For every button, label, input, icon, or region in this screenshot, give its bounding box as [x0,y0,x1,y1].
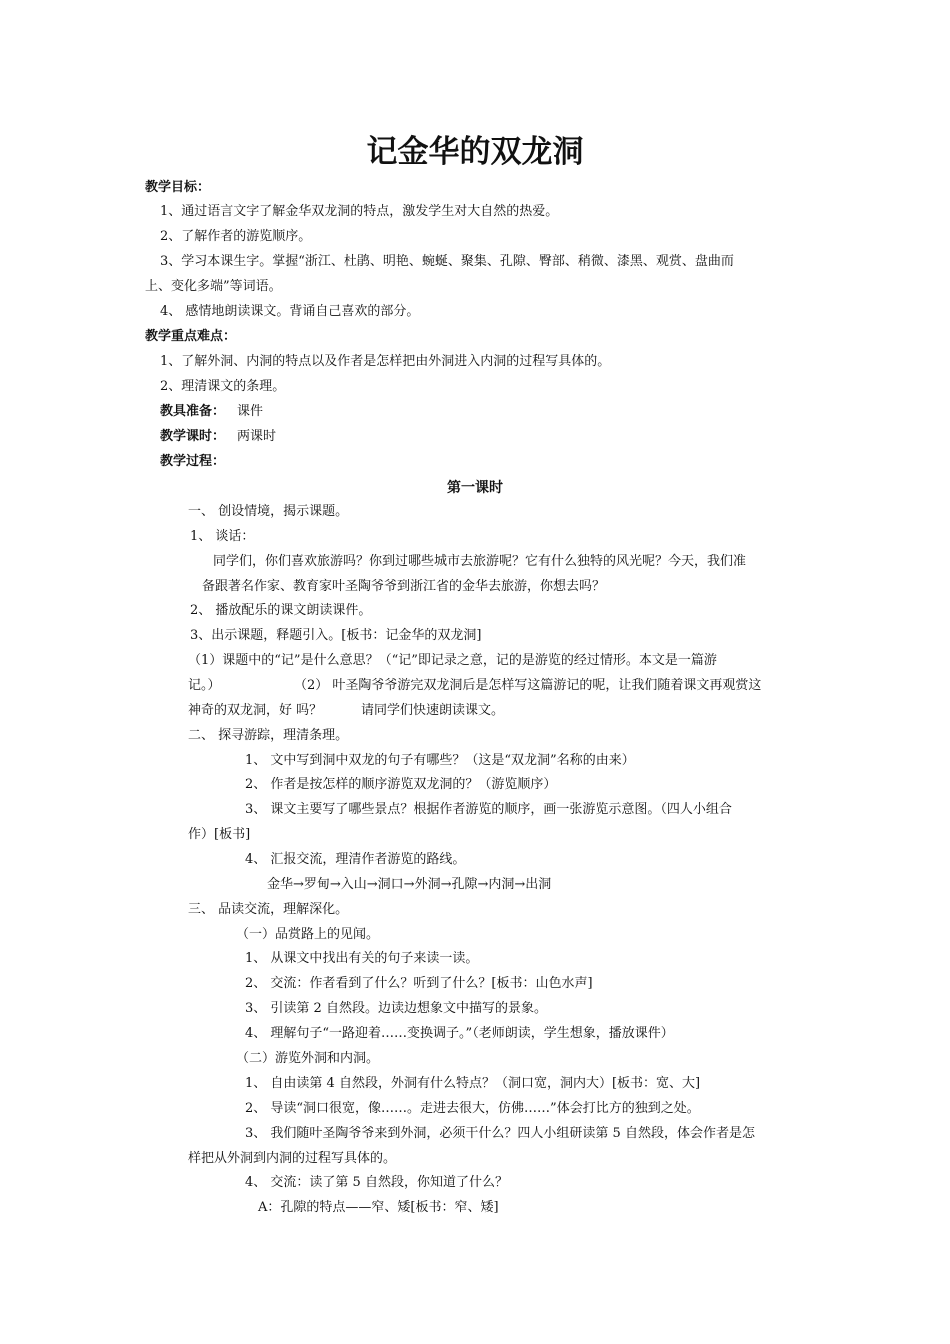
objective-item: 3、学习本课生字。掌握“浙江、杜鹃、明艳、蜿蜒、聚集、孔隙、臀部、稍微、漆黑、观赏、盘曲而 [160,254,734,269]
objective-item: 4、 感情地朗读课文。背诵自己喜欢的部分。 [160,304,420,319]
talk-text: 同学们，你们喜欢旅游吗？你到过哪些城市去旅游呢？它有什么独特的风光呢？今天，我们准 [213,554,747,569]
list-item-continued: 作）[板书] [188,827,251,842]
process-label: 教学过程： [160,454,226,469]
paragraph-text: （1）课题中的“记”是什么意思？（“记”即记录之意，记的是游览的经过情形。本文是一篇游 [188,653,717,668]
hours-label: 教学课时： [160,429,226,444]
answer-text: A：孔隙的特点——窄、矮[板书：窄、矮] [258,1200,499,1215]
list-item: 4、 交流：读了第 5 自然段，你知道了什么？ [245,1175,508,1190]
paragraph-text: 神奇的双龙洞，好 吗？ [188,703,323,718]
section-title: 一、 创设情境，揭示课题。 [188,504,349,519]
hours-value: 两课时 [237,429,277,444]
objective-item-continued: 上、变化多端”等词语。 [145,279,282,294]
list-item: 4、 汇报交流，理清作者游览的路线。 [245,852,466,867]
list-item-continued: 样把从外洞到内洞的过程写具体的。 [188,1151,397,1166]
paragraph-text: （2） 叶圣陶爷爷游完双龙洞后是怎样写这篇游记的呢，让我们随着课文再观赏这 [294,678,762,693]
lesson-heading: 第一课时 [447,480,503,496]
route-text: 金华→罗甸→入山→洞口→外洞→孔隙→内洞→出洞 [267,877,552,892]
key-point-item: 2、理清课文的条理。 [160,379,286,394]
list-item: 4、 理解句子“一路迎着……变换调子。”（老师朗读，学生想象，播放课件） [245,1026,674,1041]
list-item: 1、 从课文中找出有关的句子来读一读。 [245,951,479,966]
prep-row [160,403,263,421]
hours-row [160,428,276,446]
key-points-heading: 教学重点难点： [145,329,237,344]
subsection-title: （二）游览外洞和内洞。 [236,1051,380,1066]
list-item: 3、 课文主要写了哪些景点？根据作者游览的顺序，画一张游览示意图。（四人小组合 [245,802,732,817]
document-title: 记金华的双龙洞 [366,134,584,170]
list-item: 2、 导读“洞口很宽，像……。走进去很大，仿佛……”体会打比方的独到之处。 [245,1101,700,1116]
list-item: 3、 我们随叶圣陶爷爷来到外洞，必须干什么？四人小组研读第 5 自然段，体会作者是怎 [245,1126,755,1141]
list-item: 3、出示课题，释题引入。[板书：记金华的双龙洞] [190,628,482,643]
list-item: 1、 自由读第 4 自然段，外洞有什么特点？（洞口宽，洞内大）[板书：宽、大] [245,1076,701,1091]
objective-item: 1、通过语言文字了解金华双龙洞的特点，激发学生对大自然的热爱。 [160,204,559,219]
prep-label: 教具准备： [160,404,226,419]
objectives-heading: 教学目标： [145,180,211,195]
prep-value: 课件 [237,404,264,419]
objective-item: 2、了解作者的游览顺序。 [160,229,312,244]
list-item: 1、 文中写到洞中双龙的句子有哪些？（这是“双龙洞”名称的由来） [245,753,635,768]
section-title: 二、 探寻游踪，理清条理。 [188,728,349,743]
paragraph-text: 请同学们快速朗读课文。 [361,703,505,718]
list-item: 2、 播放配乐的课文朗读课件。 [190,603,372,618]
talk-text: 备跟著名作家、教育家叶圣陶爷爷到浙江省的金华去旅游，你想去吗？ [202,579,606,594]
list-item: 3、 引读第 2 自然段。边读边想象文中描写的景象。 [245,1001,547,1016]
key-point-item: 1、了解外洞、内洞的特点以及作者是怎样把由外洞进入内洞的过程写具体的。 [160,354,611,369]
list-item: 2、 交流：作者看到了什么？听到了什么？[板书：山色水声] [245,976,593,991]
list-item: 2、 作者是按怎样的顺序游览双龙洞的？（游览顺序） [245,777,557,792]
subsection-title: （一）品赏路上的见闻。 [236,927,380,942]
talk-label: 1、 谈话： [190,529,255,544]
section-title: 三、 品读交流，理解深化。 [188,902,349,917]
paragraph-text: 记。） [188,678,221,693]
